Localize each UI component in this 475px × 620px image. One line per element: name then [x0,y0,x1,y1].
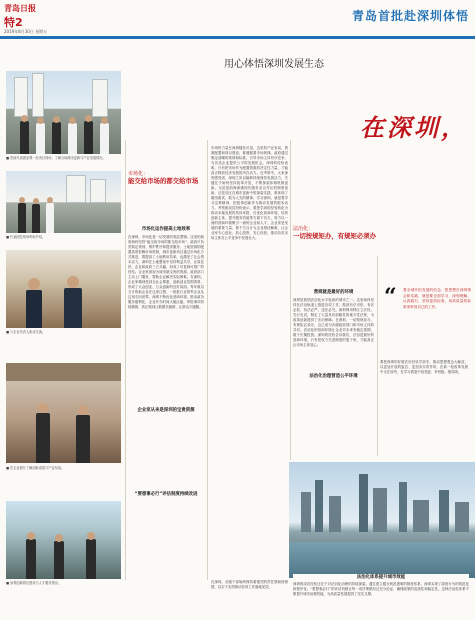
column-rule [290,140,291,460]
photo-site-briefing [6,171,121,233]
section-title: 一切按规矩办，有规矩必须办 [293,232,377,240]
newspaper-logo: 青岛日报 [4,3,36,13]
photo-caption: ■ 代表团在现场听取介绍。 [6,235,46,239]
photo-exhibition-hall [6,363,121,463]
section-label: 特2 [4,16,23,29]
column-rule [125,140,126,580]
section-title: 能交给市场的都交给市场 [128,177,199,185]
sub-headline: 用心体悟深圳发展生态 [224,59,324,70]
photo-enterprise-meeting [6,250,121,328]
subhead: “要想事必行”评估制度持续改进 [128,491,204,497]
quote-mark-icon: “ [384,284,397,310]
section-heading-rule-of-law [293,226,379,240]
article-column: 要把深圳的好做法好经验学到手，推动思想观念大解放，以更加开放的姿态、更加务实的作风，在新一轮改革发展中走在前列，在学习借鉴中找差距、补短板、强弱项。 [380,360,468,374]
section-heading-market [128,171,208,185]
subhead: 法治化治理营造公平环境 [293,373,374,379]
subhead: 法治化体系提升城市效能 [293,574,469,580]
section-kicker: 市场化： [128,171,149,177]
section-kicker: 法治化： [293,226,314,232]
photo-shenzhen-skyline [289,462,475,578]
masthead-rule [0,36,475,39]
subhead: 市场化运作提高土地效率 [141,227,191,232]
article-column: 在深圳，各级干部始终保持着强烈的责任感和使命感，以实干实绩推动各项工作落地见效。 [211,580,288,589]
page-title: 青岛首批赴深圳体悟 [351,9,469,23]
subhead: 企业家从来是深圳的宝贵资源 [128,407,204,413]
issue-date: 2019年8月30日 星期五 [4,29,48,34]
photo-caption: ■ 在企业展厅了解创新成果与产业布局。 [6,466,65,470]
photo-delegation-site [6,71,121,154]
column-rule [207,140,208,580]
article-column: 在深圳，市场化是一切发展的底层逻辑。这里的政府始终坚持“能交给市场的都交给市场”，政府只负责制定规则、维护秩序和提供服务。土地资源的配置高度依赖市场机制，城市更新项目通过市场化方式推进，既提高了土地利用效率，也激发了社会资本活力。深圳在土地整备中坚持利益共享，让原住民、企业和政府三方共赢，形成了可复制可推广的经验。企业家被视为城市最宝贵的资源，政府部门主动上门服务，帮助企业解决实际困难。在深圳，企业家精神受到全社会尊重，创新创业氛围浓厚，形成了大众创业、万众创新的良好局面。每年数以万计的新企业在这里注册，一批批行业领军企业从这里走向世界。深圳不断优化营商环境，推动政务服务便利化，企业开办时间大幅压缩，审批事项持续精简，真正做到让数据多跑路、让群众少跑腿。 [128,235,204,309]
subhead: 营商就是最好的环境 [313,290,354,295]
photo-caption: ■ 参观创新园区建设与人才服务情况。 [6,581,62,585]
column-rule [377,256,378,456]
main-headline: 在深圳， [360,113,468,142]
photo-caption: ■ 与企业负责人座谈交流。 [6,330,46,334]
pull-quote: 要全城开拓发展的信念，把思想在深圳领会和实践，就是要全面学习、深刻理解、认真践行，坚持更高标准，用高质量的标准来审视自己的工作。 [403,288,471,309]
photo-caption: ■ 党政代表团参观一处项目现场，了解当地城市更新与产业发展情况。 [6,156,106,160]
article-column: 深圳是我国法治化水平较高的城市之一。这里始终坚持在法治轨道上推进各项工作，做到有法可依、有法必依、执法必严、违法必究。深圳利用特区立法权，先行先试，制定了大量具有前瞻性的地方性法规，为改革创新提供了法治保障。在深圳，一切按规矩办，有规矩必须办，这已成为各级政府部门和市场主体的共识。法治化的营商环境让企业对未来有稳定预期，敢于长期投资。深圳的经验告诉我们，法治是最好的营商环境，只有把权力关进制度的笼子里，才能真正让市场主体放心。 [293,298,374,347]
article-column: 深圳的成功经验还在于对法治化治理的持续探索。通过建立健全规范透明的制度体系，深圳实现了政府行为的规范化和程序化。“要想事必行”的评估机制让每一项决策都经过充分论证，确保政策的连续性和稳定性。这种法治化体系不断提升城市治理效能，为高质量发展提供了坚实支撑。 [293,582,469,596]
photo-innovation-park [6,501,121,579]
article-column: 市场的力量在深圳随处可见。这里的产业布局、资源配置和项目建设，都遵循着市场规律。政府通过制定清晰的规则和标准，引导市场主体有序竞争，为各类企业提供公平的发展机会。深圳的经验表明，只有把市场作为配置资源的决定性力量，才能真正释放经济发展的内在动力。在考察中，大家深刻感受到，深圳之所以能够持续保持发展活力，关键在于始终坚持改革开放，不断探索体制机制创新。无论是前海深港现代服务业合作区的制度创新，还是各区在城市更新中的探索实践，都体现了敢闯敢试、敢为人先的精神。学习深圳，就是要学习这种精神，把改革创新作为推动发展的根本动力。考察团成员纷纷表示，要把学到的经验转化为推动本地发展的具体举措，在优化营商环境、培育创新主体、提升服务效能等方面下功夫，努力以一流的营商环境吸引一流的企业和人才。企业家是发展的重要力量，要千方百计为企业排忧解难，让企业家专心创业、放心投资、安心经营，推动各类市场主体在公平竞争中发展壮大。 [211,146,288,240]
